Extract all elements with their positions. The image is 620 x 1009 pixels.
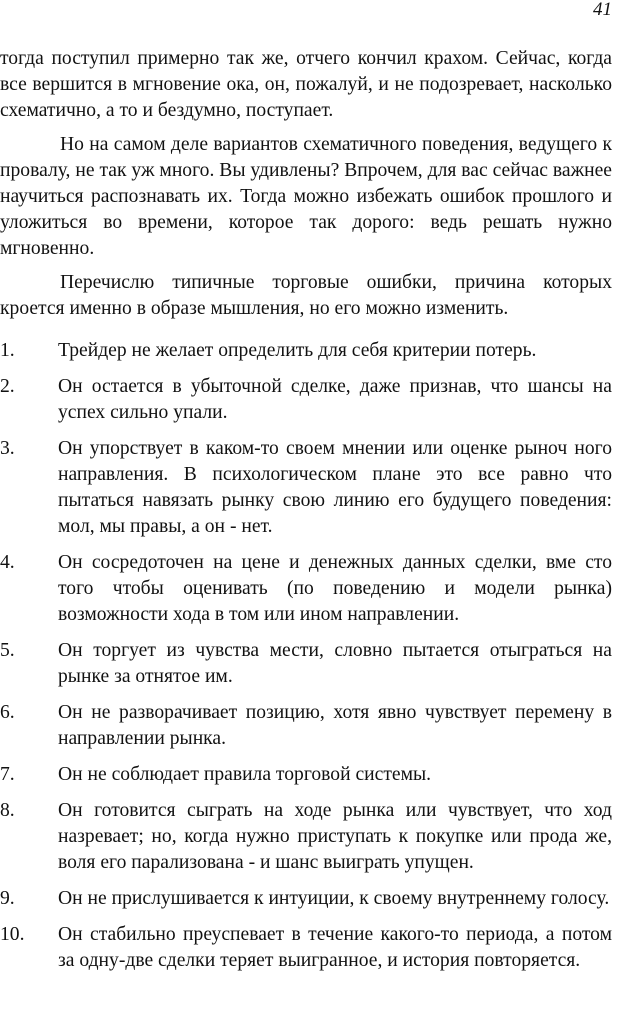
list-item-text: Он не соблюдает правила торговой системы. — [58, 764, 432, 785]
list-item-number: 4. — [0, 552, 15, 573]
list-item-text: Он готовится сыграть на ходе рынка или чувствует, что ход назревает; но, когда нужно приступать к покупке или прода же, воля его парализована - и шанс выиграть упущен. — [58, 800, 612, 873]
list-item-text: Он стабильно преуспевает в течение какого-то периода, а потом за одну-две сделки теряет выигранное, и история повторяется. — [58, 924, 612, 971]
list-item-number: 6. — [0, 702, 15, 723]
list-item — [0, 762, 612, 788]
list-item-number: 1. — [0, 340, 15, 361]
page-number: 41 — [593, 0, 612, 20]
list-item-number: 7. — [0, 764, 15, 785]
list-item-number: 3. — [0, 438, 15, 459]
list-item — [0, 338, 612, 364]
trading-errors-list — [0, 338, 612, 974]
list-item-text: Он упорствует в каком-то своем мнении или оценке рыноч ного направления. В психологическом плане это все равно что пытаться навязать рынку свою линию его будущего поведения: мол, мы правы, а он - нет. — [58, 438, 612, 537]
list-item-text: Он торгует из чувства мести, словно пытается отыграться на рынке за отнятое им. — [58, 640, 612, 687]
list-item-text: Он сосредоточен на цене и денежных данных сделки, вме сто того чтобы оценивать (по поведению и модели рынка) возможности хода в том или ином направлении. — [58, 552, 612, 625]
list-item — [0, 886, 612, 912]
list-item — [0, 922, 612, 974]
list-item — [0, 638, 612, 690]
list-item-text: Он не прислушивается к интуиции, к своему внутреннему голосу. — [58, 888, 610, 909]
list-item-number: 2. — [0, 376, 15, 397]
list-item-text: Трейдер не желает определить для себя критерии потерь. — [58, 340, 537, 361]
list-item-number: 10. — [0, 924, 25, 945]
list-item-text: Он остается в убыточной сделке, даже признав, что шансы на успех сильно упали. — [58, 376, 612, 423]
list-item — [0, 550, 612, 628]
paragraph-list-intro: Перечислю типичные торговые ошибки, причина которых кроется именно в образе мышления, но его можно изменить. — [0, 272, 612, 319]
list-item-text: Он не разворачивает позицию, хотя явно чувствует перемену в направлении рынка. — [58, 702, 612, 749]
list-item — [0, 798, 612, 876]
list-item — [0, 374, 612, 426]
paragraph-continuation: тогда поступил примерно так же, отчего кончил крахом. Сейчас, когда все вершится в мгновение ока, он, пожалуй, и не подозревает, насколько схематично, а то и бездумно, поступает. — [0, 48, 612, 121]
list-item — [0, 436, 612, 540]
paragraph-behavior-variants: Но на самом деле вариантов схематичного поведения, ведущего к провалу, не так уж много. Вы удивлены? Впрочем, для вас сейчас важнее научиться распознавать их. Тогда можно избежать ошибок прошлого и уложиться во времени, которое так дорого: ведь решать нужно мгновенно. — [0, 134, 612, 259]
list-item-number: 5. — [0, 640, 15, 661]
page-content — [0, 46, 612, 984]
list-item-number: 8. — [0, 800, 15, 821]
list-item-number: 9. — [0, 888, 15, 909]
list-item — [0, 700, 612, 752]
